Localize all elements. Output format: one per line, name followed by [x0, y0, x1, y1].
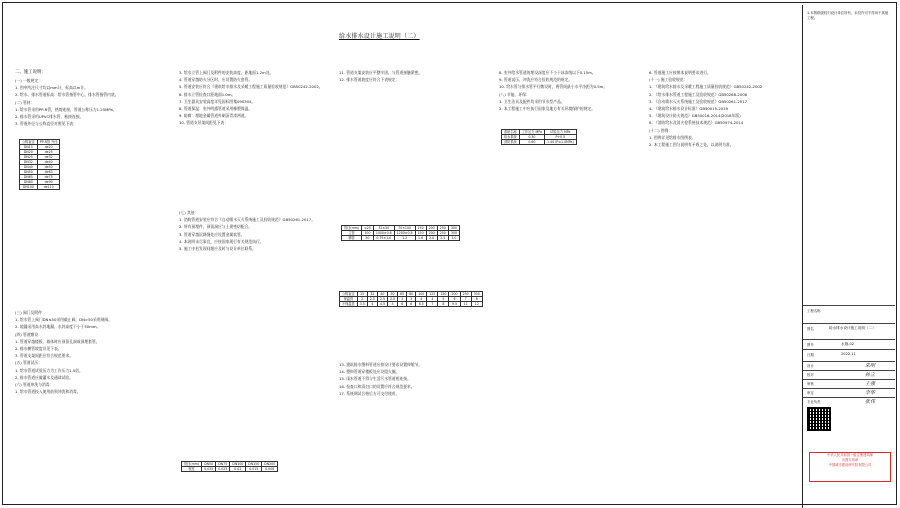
- note-line: 5. 管道安装应符合《建筑给水排水及采暖工程施工质量验收规范》GB50242-2002。: [179, 84, 323, 90]
- table-cell: 2.5: [437, 236, 448, 241]
- table-header-cell: 250: [460, 292, 471, 297]
- notes-column-2: [179, 69, 329, 127]
- table-header-cell: ≤25: [362, 226, 374, 231]
- table-header-cell: DN50: [202, 462, 216, 467]
- note-line: 1. 给水管道投入使用前须冲洗和消毒。: [15, 389, 81, 395]
- sheet-title: 给水排水设计施工说明（二）: [339, 33, 420, 40]
- table-cell: de40: [37, 160, 60, 165]
- note-line: 6. 《消防给水及消火栓系统技术规范》GB50974-2014: [649, 120, 744, 126]
- table-cell: 不保温管: [340, 302, 358, 307]
- signature-role-label: 校对: [807, 373, 814, 377]
- table-cell: 2.5: [387, 297, 397, 302]
- table-cell: DN32: [20, 160, 38, 165]
- note-line: (七) 其他：: [179, 210, 199, 215]
- note-line: 2. 本工程施工图与说明有矛盾之处，以说明为准。: [649, 142, 734, 148]
- notes-column-3: [339, 69, 489, 83]
- note-line: 10. 给水管与排水管平行敷设时，两管间最小水平净距为0.5m。: [499, 84, 608, 90]
- table-cell: 200: [426, 231, 437, 236]
- notes-column-1: [15, 69, 165, 127]
- note-line: (十二) 图例：: [649, 127, 673, 133]
- signature: 孙立: [865, 372, 876, 378]
- table-cell: 5: [438, 297, 449, 302]
- table-cell: de50: [37, 165, 60, 170]
- table-header-cell: DN200: [262, 462, 278, 467]
- stamp-line-1: 中华人民共和国一级注册建筑师: [826, 453, 874, 457]
- title-block: [802, 5, 894, 508]
- table-cell: 1.6: [415, 236, 426, 241]
- table-cell: 1200×0.8: [394, 231, 415, 236]
- table-header-cell: 32×50: [373, 226, 394, 231]
- table-cell: 3: [398, 297, 407, 302]
- signature: 张伟: [865, 399, 876, 405]
- note-line: 2. 排水横管坡度详见下表。: [15, 346, 62, 352]
- title-block-notes: 1.本图纸版权归设计单位所有，未经许可不得用于其他工程。: [807, 11, 889, 20]
- table-cell: DN50: [20, 170, 38, 175]
- stamp-line-2: 出图专用章: [841, 458, 859, 462]
- note-line: 1. 给水管采用PP-R管，热熔连接，管道公称压力1.25MPa。: [15, 106, 117, 112]
- table-row: [342, 236, 460, 241]
- table-cell: DN80: [20, 180, 38, 185]
- note-line: 7. 卫生器具安装高度详见国标图集09S304。: [179, 98, 256, 104]
- table-header-cell: 300: [448, 226, 459, 231]
- table-row: [182, 467, 278, 472]
- table-cell: DN20: [20, 150, 38, 155]
- drawing-sheet: [2, 2, 897, 505]
- table-cell: de20: [37, 145, 60, 150]
- table-cell: 7: [427, 302, 438, 307]
- note-line: (三) 阀门及附件：: [15, 310, 46, 315]
- table-header-cell: 试验压力 MPa: [545, 130, 577, 135]
- notes-column-5: [649, 69, 789, 148]
- table-cell: 横管: [342, 236, 362, 241]
- note-line: 1. 卫生洁具及配件均采用节水型产品。: [499, 98, 565, 104]
- note-line: 1. 《建筑给水排水及采暖工程施工质量验收规范》GB50242-2002: [649, 84, 763, 90]
- table-cell: P+0.5: [545, 135, 577, 140]
- table-cell: 坡度: [182, 467, 202, 472]
- table-cell: 立管: [342, 231, 362, 236]
- signature-role-label: 审核: [807, 382, 814, 386]
- table-header-cell: 200: [449, 292, 460, 297]
- table-cell: DN65: [20, 175, 38, 180]
- table-cell: de63: [37, 170, 60, 175]
- table-header-cell: 70×100: [394, 226, 415, 231]
- table-cell: 8: [471, 297, 482, 302]
- table-row: [20, 185, 60, 190]
- table-header-cell: 125: [427, 292, 438, 297]
- table-cell: 12: [471, 302, 482, 307]
- table-header-cell: 65: [398, 292, 407, 297]
- note-line: 11. 管道支架安装应平整牢固，与管道接触紧密。: [339, 70, 423, 75]
- table-header-cell: 80: [407, 292, 416, 297]
- note-line: 6. 管道施工应按照本说明要求进行。: [649, 70, 711, 75]
- qr-code: [807, 407, 831, 431]
- table-cell: DN40: [20, 165, 38, 170]
- signature-role-label: 审定: [807, 391, 814, 395]
- note-line: (十一) 施工验收规范：: [649, 77, 688, 83]
- table-header-cell: 50: [387, 292, 397, 297]
- table-cell: 1.2: [394, 236, 415, 241]
- table-header-cell: 工作压力 MPa: [519, 130, 544, 135]
- note-line: 2. 地漏采用高水封地漏，水封高度不小于50mm。: [15, 324, 101, 330]
- table-cell: 8: [438, 302, 449, 307]
- signature: 朱明: [865, 363, 876, 369]
- table-cell: 50: [362, 236, 374, 241]
- note-line: 4. 《建筑给水排水设计标准》GB50015-2019: [649, 106, 729, 112]
- table-cell: 6: [407, 302, 416, 307]
- table-cell: 0.015: [246, 467, 262, 472]
- date-value: 2022.11: [841, 352, 856, 356]
- table-cell: 150: [415, 231, 426, 236]
- note-line: 15. 雨水管道不得与生活污水管道相连接。: [339, 376, 411, 382]
- notes-column-2b: [179, 209, 329, 252]
- table-cell: 4.5: [377, 302, 387, 307]
- spacing-table: [339, 291, 483, 307]
- table-cell: 0.008: [262, 467, 278, 472]
- table-cell: 9.5: [449, 302, 460, 307]
- table-cell: 保温管: [340, 297, 358, 302]
- note-line: 1. 图例详见给排水图例表。: [649, 134, 696, 140]
- note-line: 4. 管道穿越防火分区时，应设置防火套管。: [179, 77, 253, 83]
- table-cell: 2.5: [377, 297, 387, 302]
- table-cell: DN25: [20, 155, 38, 160]
- note-line: 2. 《给水排水管道工程施工及验收规范》GB50268-2008: [649, 91, 748, 97]
- table-header-cell: PP-R管 外径: [37, 140, 60, 145]
- table-cell: DN100: [20, 185, 38, 190]
- note-line: (二) 管材：: [15, 99, 35, 105]
- stamp-line-3: 中国城市建设研究院有限公司: [828, 463, 872, 467]
- table-header-cell: 100: [416, 292, 427, 297]
- drawing-name-label: 图名: [807, 327, 814, 331]
- note-line: 2. 所有预埋件、预留洞应与土建密切配合。: [179, 224, 253, 230]
- note-line: 8. 室外给水管道的埋设深度应不小于冰冻线以下0.15m。: [499, 70, 596, 75]
- seal-stamp: [809, 452, 891, 482]
- table-header-cell: DN75: [216, 462, 230, 467]
- note-line: 3. 管道外径与公称直径对照见下表：: [15, 121, 77, 127]
- table-header-cell: DN150: [246, 462, 262, 467]
- note-line: 1. 给水管上阀门DN≤50采用截止阀，DN>50采用闸阀。: [15, 317, 112, 323]
- notes-column-3b: [339, 361, 489, 397]
- note-line: 2. 排水管道应做灌水及通球试验。: [15, 374, 73, 380]
- table-cell: 300: [448, 231, 459, 236]
- note-line: 2. 给水、排水管道标高：给水管指管中心，排水管指管内底。: [15, 92, 119, 98]
- drawing-body: [9, 9, 809, 505]
- table-cell: 2.0: [426, 236, 437, 241]
- note-line: 二、施工说明：: [15, 70, 46, 75]
- pipe-size-table: [19, 139, 60, 190]
- signature-role-label: 专业负责: [807, 400, 821, 404]
- note-line: (一) 一般规定：: [15, 78, 42, 83]
- table-cell: 消防系统: [502, 140, 520, 145]
- table-cell: 2: [357, 297, 367, 302]
- table-cell: 11: [460, 302, 471, 307]
- table-cell: 0.025: [216, 467, 230, 472]
- table-cell: 6: [398, 302, 407, 307]
- table-cell: de90: [37, 180, 60, 185]
- table-cell: 4: [416, 297, 427, 302]
- note-line: (五) 管道试压：: [15, 360, 42, 366]
- table-cell: 2.5: [367, 297, 377, 302]
- table-header-cell: 公称直径: [340, 292, 358, 297]
- table-cell: 3: [407, 297, 416, 302]
- table-header-cell: 250: [437, 226, 448, 231]
- table-cell: 5: [387, 302, 397, 307]
- notes-column-4: [499, 69, 649, 112]
- note-line: (四) 管道敷设：: [15, 331, 42, 337]
- table-cell: 1000×0.6: [373, 231, 394, 236]
- note-line: 1. 消防管道安装应符合《自动喷水灭火系统施工及验收规范》GB50261-2017。: [179, 217, 316, 223]
- project-label: 工程名称: [807, 309, 821, 313]
- table-cell: de32: [37, 155, 60, 160]
- table-header-cell: 200: [426, 226, 437, 231]
- support-table: [341, 225, 460, 241]
- notes-column-1b: [15, 309, 165, 395]
- note-line: 17. 系统调试合格后方可交付使用。: [339, 390, 400, 396]
- signature: 王强: [865, 381, 876, 387]
- table-cell: de25: [37, 150, 60, 155]
- pressure-table: [501, 129, 577, 145]
- note-line: 3. 给水立管上阀门及附件的安装高度，距地面1.2m处。: [179, 70, 274, 75]
- table-cell: 6.5: [416, 302, 427, 307]
- table-header-cell: DN100: [230, 462, 246, 467]
- table-cell: 0.035: [202, 467, 216, 472]
- note-line: 9. 防腐：埋地金属管道外刷沥青漆两道。: [179, 113, 249, 119]
- table-row: [340, 302, 483, 307]
- note-line: 1. 给水管道试验压力为工作压力1.5倍。: [15, 367, 83, 373]
- note-line: (六) 管道冲洗与消毒：: [15, 382, 54, 388]
- note-line: 13. 建筑排水塑料管道应按设计要求设置伸缩节。: [339, 362, 423, 367]
- note-line: 9. 管道试压、冲洗应符合验收规范的规定。: [499, 77, 573, 83]
- table-cell: 100: [362, 231, 374, 236]
- table-cell: de75: [37, 175, 60, 180]
- note-line: 6. 排水立管检查口距地面1.0m。: [179, 91, 236, 97]
- table-row: [502, 140, 577, 145]
- note-line: 3. 管道支架间距应符合规范要求。: [15, 353, 73, 359]
- table-cell: DN15: [20, 145, 38, 150]
- drawing-no: 水施-02: [841, 342, 855, 346]
- note-line: 12. 排水管道坡度应符合下表规定：: [339, 77, 400, 83]
- table-header-cell: 150: [415, 226, 426, 231]
- note-line: 5. 施工中若发现问题应及时与设计单位联系。: [179, 246, 256, 252]
- note-line: 5. 《建筑设计防火规范》GB50016-2014(2018年版): [649, 113, 741, 119]
- table-cell: 3.5: [357, 302, 367, 307]
- note-line: 2. 排水管采用UPVC排水管，粘接连接。: [15, 114, 84, 120]
- table-header-cell: 公称直径: [20, 140, 38, 145]
- table-cell: 6: [449, 297, 460, 302]
- table-header-cell: 管径(mm): [342, 226, 362, 231]
- table-cell: 给水系统: [502, 135, 520, 140]
- note-line: 3. 《自动喷水灭火系统施工及验收规范》GB50261-2017: [649, 98, 748, 104]
- table-header-cell: 300: [471, 292, 482, 297]
- note-line: (八) 节能、环保：: [499, 91, 530, 97]
- table-cell: 0.75×1.0: [373, 236, 394, 241]
- table-header-cell: 管径(mm): [182, 462, 202, 467]
- table-header-cell: 25: [357, 292, 367, 297]
- table-header-cell: 32: [367, 292, 377, 297]
- table-header-cell: 系统名称: [502, 130, 520, 135]
- note-line: 16. 检查口和清扫口的设置应符合规范要求。: [339, 383, 415, 389]
- note-line: 2. 本工程施工中应执行国家及地方有关环境保护的规定。: [499, 106, 595, 112]
- table-cell: de110: [37, 185, 60, 190]
- table-cell: 0.30: [519, 135, 544, 140]
- drawing-no-label: 图号: [807, 343, 814, 347]
- table-cell: 4: [367, 302, 377, 307]
- table-cell: 0.02: [230, 467, 246, 472]
- drawing-name: 给水排水设计施工说明（二）: [829, 326, 876, 330]
- note-line: 3. 管道穿越沉降缝处应设置金属软管。: [179, 231, 245, 237]
- table-cell: 0.60: [519, 140, 544, 145]
- note-line: 8. 管道保温：室外明露管道采用橡塑保温。: [179, 106, 253, 112]
- note-line: 10. 管道支吊架间距见下表：: [179, 120, 229, 126]
- note-line: 1. 管道穿越楼板、墙体时应预留孔洞或预埋套管。: [15, 338, 100, 344]
- table-cell: 4: [427, 297, 438, 302]
- note-line: 1. 图中所注尺寸均以mm计，标高以m计。: [15, 85, 88, 91]
- table-cell: 1.40 (P≤1.0MPa): [545, 140, 577, 145]
- slope-table: [181, 461, 278, 472]
- table-header-cell: 40: [377, 292, 387, 297]
- table-cell: 3.0: [448, 236, 459, 241]
- date-label: 日期: [807, 353, 814, 357]
- table-header-cell: 150: [438, 292, 449, 297]
- signature: 李华: [865, 390, 876, 396]
- note-line: 14. 塑料管道穿楼板处应设阻火圈。: [339, 369, 400, 375]
- table-cell: 250: [437, 231, 448, 236]
- signature-role-label: 设计: [807, 364, 814, 368]
- table-cell: 7: [460, 297, 471, 302]
- note-line: 4. 本说明未尽事宜，应按国家现行有关规范执行。: [179, 238, 264, 244]
